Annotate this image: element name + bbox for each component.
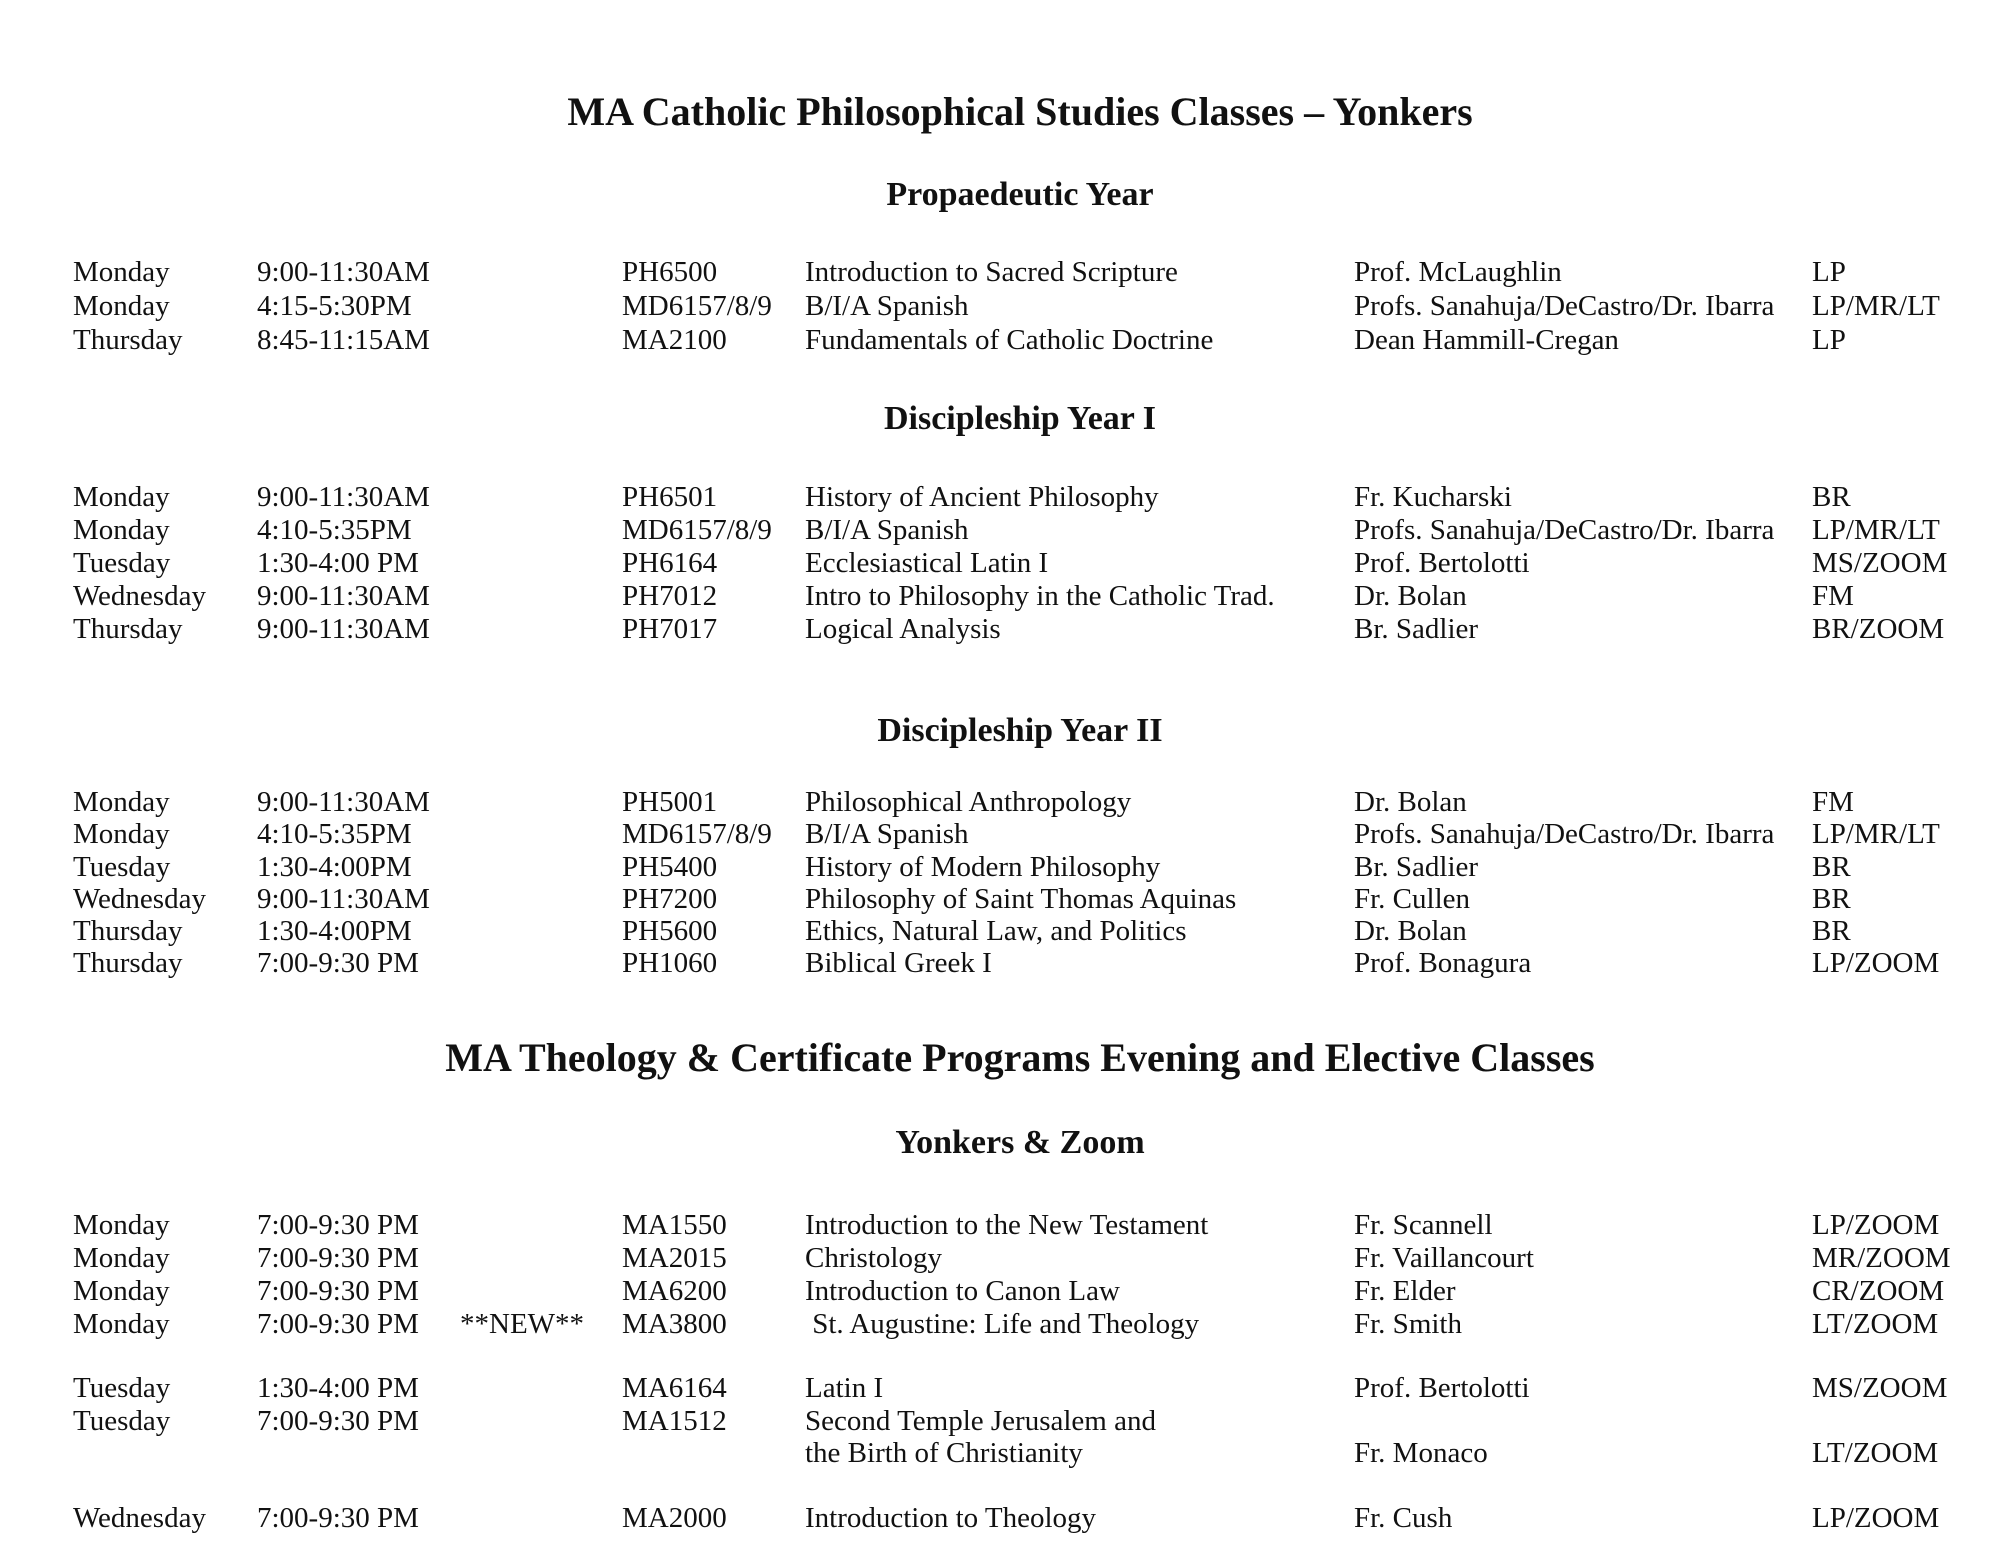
course-code-cell: MA2100 (622, 324, 727, 356)
room-cell: BR (1812, 883, 1851, 915)
day-cell: Monday (73, 1308, 170, 1340)
theology-title: MA Theology & Certificate Programs Evening and Elective Classes (445, 1035, 1595, 1080)
day-cell: Thursday (73, 613, 183, 645)
course-code-cell: PH7200 (622, 883, 718, 915)
instructor-cell: Fr. Vaillancourt (1354, 1242, 1534, 1274)
room-cell: BR (1812, 851, 1851, 883)
time-cell: 9:00-11:30AM (257, 613, 430, 645)
room-cell: LP/MR/LT (1812, 514, 1940, 546)
section-heading-discipleship-1: Discipleship Year I (883, 400, 1157, 437)
course-code-cell: PH5400 (622, 851, 718, 883)
instructor-cell: Dr. Bolan (1354, 580, 1467, 612)
course-code-cell: MD6157/8/9 (622, 818, 772, 850)
day-cell: Monday (73, 1242, 170, 1274)
day-cell: Thursday (73, 947, 183, 979)
new-tag: **NEW** (460, 1308, 585, 1340)
room-cell: CR/ZOOM (1812, 1275, 1945, 1307)
room-cell: MS/ZOOM (1812, 547, 1948, 579)
day-cell: Monday (73, 1209, 170, 1241)
course-title-cell: B/I/A Spanish (805, 514, 969, 546)
room-cell: LP/ZOOM (1812, 1209, 1940, 1241)
course-code-cell: PH6501 (622, 481, 718, 513)
time-cell: 7:00-9:30 PM (257, 1502, 419, 1534)
course-title-cell: Logical Analysis (805, 613, 1001, 645)
room-cell: BR/ZOOM (1812, 613, 1945, 645)
course-title-cell: Introduction to Theology (805, 1502, 1097, 1534)
instructor-cell: Dean Hammill-Cregan (1354, 324, 1619, 356)
course-title-cell: Ethics, Natural Law, and Politics (805, 915, 1187, 947)
course-code-cell: PH7012 (622, 580, 718, 612)
instructor-cell: Fr. Cush (1354, 1502, 1453, 1534)
day-cell: Tuesday (73, 851, 171, 883)
day-cell: Tuesday (73, 1405, 171, 1437)
room-cell: LT/ZOOM (1812, 1437, 1939, 1469)
time-cell: 7:00-9:30 PM (257, 947, 419, 979)
time-cell: 1:30-4:00 PM (257, 547, 419, 579)
course-code-cell: PH7017 (622, 613, 718, 645)
room-cell: FM (1812, 580, 1854, 612)
course-title-cell: Christology (805, 1242, 942, 1274)
course-title-cell: Introduction to Sacred Scripture (805, 256, 1178, 288)
day-cell: Monday (73, 256, 170, 288)
instructor-cell: Prof. Bonagura (1354, 947, 1532, 979)
instructor-cell: Prof. Bertolotti (1354, 1372, 1530, 1404)
day-cell: Wednesday (73, 1502, 206, 1534)
day-cell: Monday (73, 290, 170, 322)
time-cell: 4:10-5:35PM (257, 818, 412, 850)
course-title-cell: Ecclesiastical Latin I (805, 547, 1049, 579)
course-code-cell: PH6500 (622, 256, 718, 288)
course-code-cell: MA3800 (622, 1308, 727, 1340)
time-cell: 1:30-4:00PM (257, 915, 412, 947)
course-title-cell: Introduction to the New Testament (805, 1209, 1209, 1241)
instructor-cell: Dr. Bolan (1354, 915, 1467, 947)
room-cell: LP (1812, 256, 1846, 288)
section-heading-propaedeutic: Propaedeutic Year (886, 176, 1154, 213)
time-cell: 7:00-9:30 PM (257, 1275, 419, 1307)
course-code-cell: PH1060 (622, 947, 718, 979)
instructor-cell: Fr. Scannell (1354, 1209, 1493, 1241)
theology-subheading: Yonkers & Zoom (895, 1124, 1145, 1161)
instructor-cell: Profs. Sanahuja/DeCastro/Dr. Ibarra (1354, 818, 1775, 850)
course-code-cell: MA1550 (622, 1209, 727, 1241)
time-cell: 4:15-5:30PM (257, 290, 412, 322)
course-title-cell: History of Modern Philosophy (805, 851, 1161, 883)
instructor-cell: Fr. Kucharski (1354, 481, 1512, 513)
course-code-cell: MD6157/8/9 (622, 514, 772, 546)
time-cell: 9:00-11:30AM (257, 786, 430, 818)
time-cell: 9:00-11:30AM (257, 580, 430, 612)
instructor-cell: Fr. Smith (1354, 1308, 1462, 1340)
instructor-cell: Fr. Elder (1354, 1275, 1456, 1307)
room-cell: LP/MR/LT (1812, 818, 1940, 850)
course-title-cell: St. Augustine: Life and Theology (805, 1308, 1200, 1340)
room-cell: LT/ZOOM (1812, 1308, 1939, 1340)
section-heading-discipleship-2: Discipleship Year II (877, 712, 1163, 749)
day-cell: Tuesday (73, 1372, 171, 1404)
course-code-cell: PH5600 (622, 915, 718, 947)
time-cell: 7:00-9:30 PM (257, 1308, 419, 1340)
course-code-cell: MD6157/8/9 (622, 290, 772, 322)
instructor-cell: Prof. McLaughlin (1354, 256, 1562, 288)
room-cell: LP (1812, 324, 1846, 356)
course-title-cell: History of Ancient Philosophy (805, 481, 1159, 513)
room-cell: BR (1812, 915, 1851, 947)
day-cell: Monday (73, 481, 170, 513)
course-title-cell: Philosophical Anthropology (805, 786, 1132, 818)
course-title-cell: Intro to Philosophy in the Catholic Trad. (805, 580, 1275, 612)
course-code-cell: MA2015 (622, 1242, 727, 1274)
instructor-cell: Profs. Sanahuja/DeCastro/Dr. Ibarra (1354, 290, 1775, 322)
day-cell: Monday (73, 786, 170, 818)
page-title: MA Catholic Philosophical Studies Classes – Yonkers (567, 89, 1473, 134)
room-cell: LP/MR/LT (1812, 290, 1940, 322)
time-cell: 9:00-11:30AM (257, 256, 430, 288)
course-title-cell: Second Temple Jerusalem and (805, 1405, 1156, 1437)
instructor-cell: Br. Sadlier (1354, 851, 1479, 883)
instructor-cell: Profs. Sanahuja/DeCastro/Dr. Ibarra (1354, 514, 1775, 546)
course-title-cell: Latin I (805, 1372, 884, 1404)
instructor-cell: Prof. Bertolotti (1354, 547, 1530, 579)
room-cell: LP/ZOOM (1812, 947, 1940, 979)
time-cell: 9:00-11:30AM (257, 883, 430, 915)
room-cell: LP/ZOOM (1812, 1502, 1940, 1534)
day-cell: Thursday (73, 324, 183, 356)
course-title-cell: Biblical Greek I (805, 947, 992, 979)
day-cell: Wednesday (73, 883, 206, 915)
course-title-cell: B/I/A Spanish (805, 818, 969, 850)
time-cell: 4:10-5:35PM (257, 514, 412, 546)
day-cell: Monday (73, 818, 170, 850)
time-cell: 1:30-4:00PM (257, 851, 412, 883)
course-title-cell: Philosophy of Saint Thomas Aquinas (805, 883, 1237, 915)
course-code-cell: MA2000 (622, 1502, 727, 1534)
time-cell: 7:00-9:30 PM (257, 1405, 419, 1437)
course-title-cell: Introduction to Canon Law (805, 1275, 1120, 1307)
time-cell: 8:45-11:15AM (257, 324, 430, 356)
day-cell: Tuesday (73, 547, 171, 579)
course-code-cell: MA6200 (622, 1275, 727, 1307)
course-title-cell: B/I/A Spanish (805, 290, 969, 322)
instructor-cell: Dr. Bolan (1354, 786, 1467, 818)
instructor-cell: Fr. Cullen (1354, 883, 1471, 915)
room-cell: MS/ZOOM (1812, 1372, 1948, 1404)
time-cell: 1:30-4:00 PM (257, 1372, 419, 1404)
day-cell: Monday (73, 1275, 170, 1307)
course-code-cell: PH5001 (622, 786, 718, 818)
time-cell: 9:00-11:30AM (257, 481, 430, 513)
course-code-cell: PH6164 (622, 547, 718, 579)
room-cell: FM (1812, 786, 1854, 818)
day-cell: Monday (73, 514, 170, 546)
instructor-cell: Fr. Monaco (1354, 1437, 1488, 1469)
room-cell: BR (1812, 481, 1851, 513)
course-title-line-2: the Birth of Christianity (805, 1437, 1083, 1469)
course-title-cell: Fundamentals of Catholic Doctrine (805, 324, 1214, 356)
course-code-cell: MA6164 (622, 1372, 727, 1404)
day-cell: Wednesday (73, 580, 206, 612)
day-cell: Thursday (73, 915, 183, 947)
course-code-cell: MA1512 (622, 1405, 727, 1437)
time-cell: 7:00-9:30 PM (257, 1242, 419, 1274)
time-cell: 7:00-9:30 PM (257, 1209, 419, 1241)
room-cell: MR/ZOOM (1812, 1242, 1951, 1274)
instructor-cell: Br. Sadlier (1354, 613, 1479, 645)
